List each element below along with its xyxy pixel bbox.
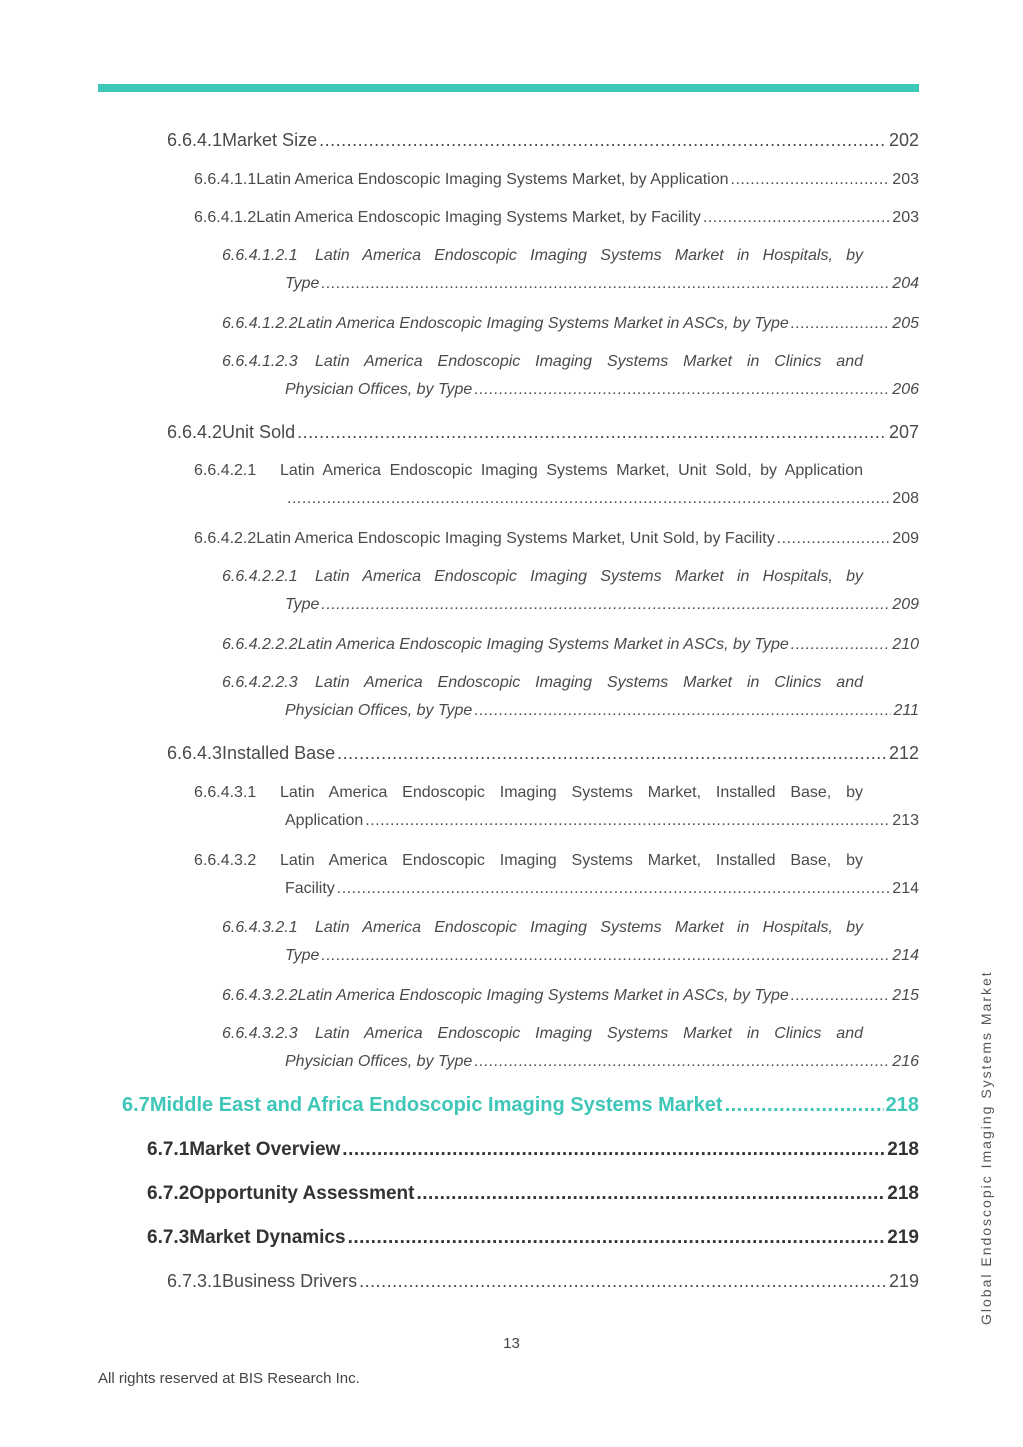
toc-entry[interactable] [167,1271,919,1292]
toc-entry-title: Market Size [222,130,318,150]
toc-entry[interactable] [147,1227,919,1249]
toc-entry-number: 6.6.4.3.2.3 [222,1025,298,1042]
toc-entry-number: 6.7.3 [147,1227,190,1248]
toc-entry-number: 6.7.3.1 [167,1271,223,1291]
toc-entry-title: Middle East and Africa Endoscopic Imaging Systems Market [149,1094,723,1116]
toc-leader-dots [791,636,891,654]
toc-entry-title: Latin America Endoscopic Imaging Systems Market, Installed Base, by [280,784,863,801]
toc-leader-dots [791,315,891,333]
toc-leader-dots [337,743,887,764]
toc-entry-title: Latin America Endoscopic Imaging Systems Market in ASCs, by Type [297,636,789,653]
toc-leader-dots [777,530,891,548]
toc-entry-number: 6.6.4.2.2.3 [222,674,298,691]
toc-leader-dots [725,1094,884,1117]
toc-entry-page: 205 [892,315,919,332]
toc-entry-title-continued: Facility [285,880,335,897]
toc-entry-number: 6.6.4.1.2 [194,209,257,226]
toc-entry[interactable] [194,171,919,189]
toc-entry[interactable] [167,743,919,764]
toc-entry-number: 6.6.4.2.2.1 [222,568,298,585]
page-number: 13 [503,1335,520,1352]
toc-entry[interactable] [147,1183,919,1205]
toc-entry-number: 6.6.4.2.2.2 [222,636,298,653]
toc-entry-title: Latin America Endoscopic Imaging Systems Market in ASCs, by Type [297,315,789,332]
toc-leader-dots [321,596,890,614]
toc-entry-title-continued: Type [285,947,320,964]
toc-entry-title: Latin America Endoscopic Imaging Systems Market, Unit Sold, by Facility [256,530,775,547]
toc-leader-dots [474,381,890,399]
toc-entry-number: 6.7.1 [147,1139,190,1160]
toc-entry-number: 6.7 [122,1094,150,1116]
toc-entry-page: 213 [892,812,919,829]
toc-entry-title: Market Overview [189,1139,341,1160]
toc-entry-title: Latin America Endoscopic Imaging Systems Market, Installed Base, by [280,852,863,869]
toc-entry[interactable] [194,209,919,227]
toc-entry-page: 219 [888,1271,919,1291]
toc-entry-title: Latin America Endoscopic Imaging Systems Market in Hospitals, by [315,568,863,585]
toc-entry-number: 6.6.4.2.2 [194,530,257,547]
toc-entry-page: 203 [892,171,919,188]
toc-leader-dots [342,1139,885,1161]
toc-entry[interactable] [222,353,919,399]
toc-entry-title: Business Drivers [222,1271,358,1291]
toc-entry[interactable] [222,568,919,614]
toc-entry[interactable] [194,784,919,830]
toc-entry-page: 210 [892,636,919,653]
toc-leader-dots [359,1271,887,1292]
toc-entry[interactable] [222,1025,919,1071]
side-running-title: Global Endoscopic Imaging Systems Market [978,970,994,1325]
toc-leader-dots [365,812,890,830]
toc-entry-title: Latin America Endoscopic Imaging Systems Market in ASCs, by Type [297,987,789,1004]
toc-entry-page: 219 [887,1227,919,1248]
toc-entry[interactable] [147,1139,919,1161]
toc-entry[interactable] [222,674,919,720]
toc-entry[interactable] [222,919,919,965]
toc-entry[interactable] [222,247,919,293]
toc-entry-page: 211 [893,702,919,719]
toc-entry-title: Latin America Endoscopic Imaging Systems Market in Hospitals, by [315,919,863,936]
toc-entry-title: Unit Sold [222,422,296,442]
toc-entry-title: Installed Base [222,743,336,763]
toc-leader-dots [474,702,891,720]
toc-entry-number: 6.6.4.3.2.2 [222,987,298,1004]
toc-entry-page: 202 [888,130,919,150]
toc-entry-number: 6.6.4.1.1 [194,171,257,188]
toc-entry-page: 204 [892,275,919,292]
toc-leader-dots [321,947,890,965]
toc-entry-number: 6.6.4.2 [167,422,223,442]
toc-entry-title-continued: Application [285,812,364,829]
footer-copyright: All rights reserved at BIS Research Inc. [98,1370,360,1387]
toc-entry-title-continued: Type [285,596,320,613]
toc-entry-number: 6.7.2 [147,1183,190,1204]
toc-entry-title: Opportunity Assessment [189,1183,415,1204]
toc-entry-number: 6.6.4.3.1 [194,784,257,801]
toc-entry[interactable] [167,422,919,443]
toc-entry-number: 6.6.4.3.2 [194,852,257,869]
toc-leader-dots [791,987,891,1005]
toc-entry[interactable] [167,130,919,151]
toc-entry-title: Latin America Endoscopic Imaging Systems Market, by Application [256,171,729,188]
toc-entry[interactable] [222,315,919,333]
toc-entry-page: 218 [887,1139,919,1160]
toc-entry-title: Latin America Endoscopic Imaging Systems Market in Clinics and [315,1025,863,1042]
toc-entry-number: 6.6.4.3.2.1 [222,919,298,936]
toc-entry-page: 215 [892,987,919,1004]
toc-entry-page: 216 [892,1053,919,1070]
toc-leader-dots [297,422,887,443]
toc-leader-dots [417,1183,886,1205]
toc-leader-dots [731,171,891,189]
toc-entry-page: 209 [892,596,919,613]
toc-entry[interactable] [194,530,919,548]
toc-leader-dots [474,1053,890,1071]
toc-entry-title: Latin America Endoscopic Imaging Systems Market, by Facility [256,209,701,226]
toc-entry-title-continued: Type [285,275,320,292]
toc-leader-dots [703,209,890,227]
toc-entry-number: 6.6.4.2.1 [194,462,257,479]
toc-entry-page: 209 [892,530,919,547]
toc-entry[interactable] [194,852,919,898]
toc-leader-dots [319,130,887,151]
toc-entry-number: 6.6.4.1.2.3 [222,353,298,370]
toc-entry-title-continued: Physician Offices, by Type [285,1053,473,1070]
toc-leader-dots [321,275,890,293]
toc-entry-number: 6.6.4.1.2.1 [222,247,298,264]
toc-entry-title-continued: Physician Offices, by Type [285,702,473,719]
toc-entry[interactable] [222,636,919,654]
toc-entry-page: 212 [888,743,919,763]
toc-entry-title: Latin America Endoscopic Imaging Systems Market in Clinics and [315,353,863,370]
toc-entry-page: 207 [888,422,919,442]
toc-entry-page: 208 [892,490,919,507]
toc-entry-number: 6.6.4.3 [167,743,223,763]
toc-entry-page: 214 [892,880,919,897]
toc-entry-number: 6.6.4.1 [167,130,223,150]
toc-entry-title: Latin America Endoscopic Imaging Systems Market in Hospitals, by [315,247,863,264]
toc-entry-number: 6.6.4.1.2.2 [222,315,298,332]
toc-leader-dots [348,1227,886,1249]
toc-leader-dots [287,490,890,508]
toc-entry-title: Latin America Endoscopic Imaging Systems Market in Clinics and [315,674,863,691]
toc-entry[interactable] [222,987,919,1005]
toc-entry[interactable] [122,1094,919,1117]
toc-entry-page: 218 [885,1094,919,1116]
toc-entry-page: 206 [892,381,919,398]
toc-leader-dots [337,880,891,898]
toc-entry[interactable] [194,462,919,508]
toc-entry-page: 218 [887,1183,919,1204]
toc-entry-page: 203 [892,209,919,226]
toc-entry-title: Market Dynamics [189,1227,346,1248]
toc-entry-page: 214 [892,947,919,964]
toc-entry-title-continued: Physician Offices, by Type [285,381,473,398]
toc-entry-title: Latin America Endoscopic Imaging Systems Market, Unit Sold, by Application [280,462,863,479]
